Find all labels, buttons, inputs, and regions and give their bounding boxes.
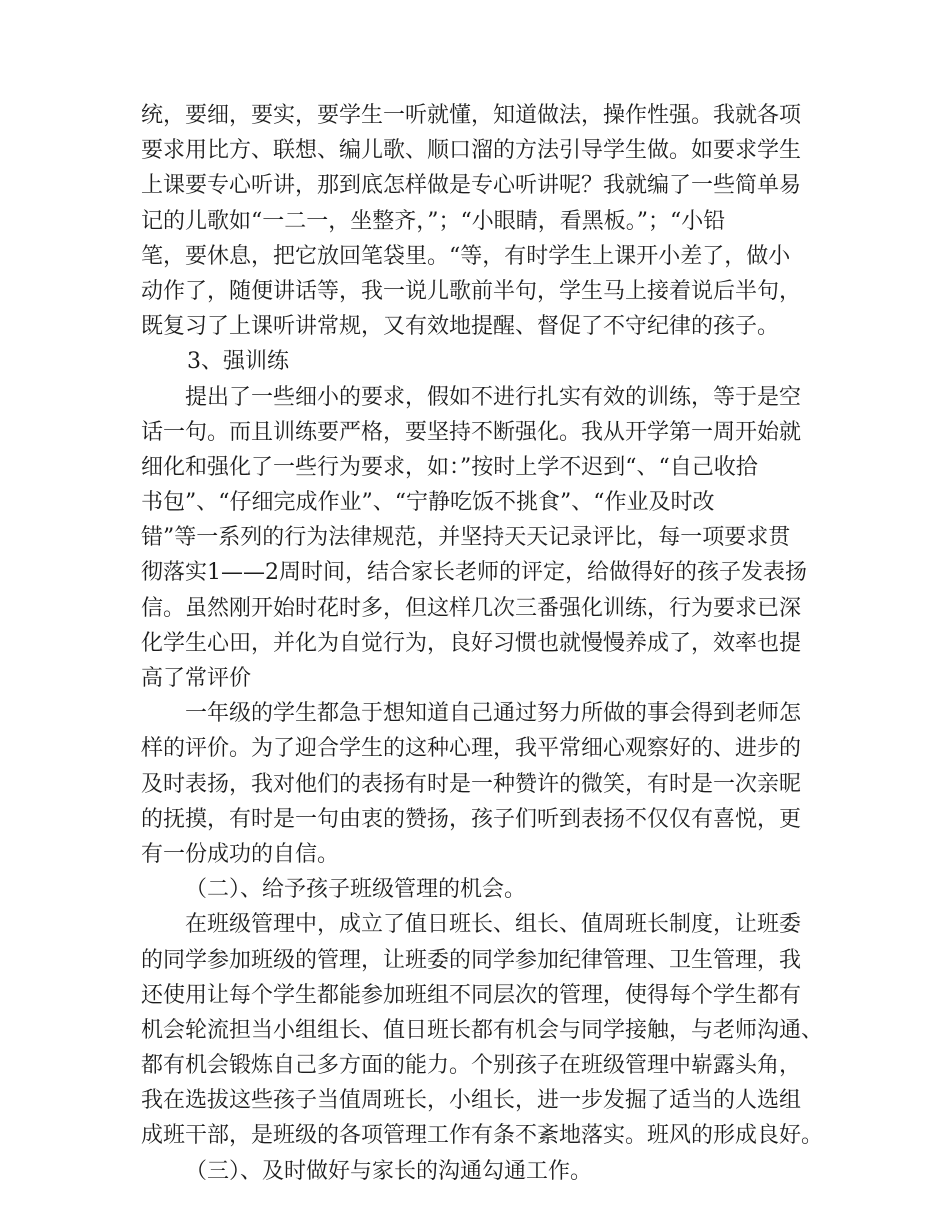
text-line: 样的评价。为了迎合学生的这种心理，我平常细心观察好的、进步的 [141, 736, 802, 762]
text-line: 化学生心田，并化为自觉行为，良好习惯也就慢慢养成了，效率也提 [141, 630, 802, 656]
text-line: 及时表扬，我对他们的表扬有时是一种赞许的微笑，有时是一次亲昵 [141, 771, 802, 797]
text-line: 有一份成功的自信。 [141, 841, 340, 867]
text-line: 我在选拔这些孩子当值周班长，小组长，进一步发掘了适当的人选组 [141, 1088, 802, 1114]
text-line: 书包”、“仔细完成作业”、“宁静吃饭不挑食”、“作业及时改 [141, 490, 715, 516]
section-heading: （二）、给予孩子班级管理的机会。 [185, 877, 527, 903]
text-line: 话一句。而且训练要严格，要坚持不断强化。我从开学第一周开始就 [141, 419, 802, 445]
text-line: 统，要细，要实，要学生一听就懂，知道做法，操作性强。我就各项 [141, 103, 802, 128]
text-line: 记的儿歌如“一二一，坐整齐，”；“小眼睛，看黑板。”；“小铅 [141, 208, 726, 234]
section-heading: （三）、及时做好与家长的沟通勾通工作。 [185, 1158, 593, 1184]
text-line: 机会轮流担当小组组长、值日班长都有机会与同学接触，与老师沟通、 [141, 1017, 824, 1043]
text-line: 的抚摸，有时是一句由衷的赞扬，孩子们听到表扬不仅仅有喜悦，更 [141, 806, 802, 832]
text-line: 既复习了上课听讲常规，又有效地提醒、督促了不守纪律的孩子。 [141, 314, 780, 340]
text-line: 一年级的学生都急于想知道自己通过努力所做的事会得到老师怎 [185, 701, 802, 727]
text-line: 上课要专心听讲，那到底怎样做是专心听讲呢？我就编了一些简单易 [141, 173, 802, 199]
text-line: 成班干部，是班级的各项管理工作有条不紊地落实。班风的形成良好。 [141, 1123, 824, 1149]
text-line: 在班级管理中，成立了值日班长、组长、值周班长制度，让班委 [185, 912, 802, 938]
text-line: 的同学参加班级的管理，让班委的同学参加纪律管理、卫生管理，我 [141, 947, 802, 973]
text-line: 都有机会锻炼自己多方面的能力。个别孩子在班级管理中崭露头角， [141, 1053, 802, 1079]
text-line: 笔，要休息，把它放回笔袋里。“等，有时学生上课开小差了，做小 [141, 243, 791, 269]
text-line: 提出了一些细小的要求，假如不进行扎实有效的训练，等于是空 [185, 384, 802, 410]
section-heading: 3、强训练 [187, 349, 289, 375]
document-page [141, 98, 824, 1189]
text-line: 要求用比方、联想、编儿歌、顺口溜的方法引导学生做。如要求学生 [141, 138, 802, 164]
text-line: 彻落实1——2周时间，结合家长老师的评定，给做得好的孩子发表扬 [141, 560, 807, 586]
text-line: 还使用让每个学生都能参加班组不同层次的管理，使得每个学生都有 [141, 982, 802, 1008]
text-line: 高了常评价 [141, 666, 252, 691]
text-line: 错”等一系列的行为法律规范，并坚持天天记录评比，每一项要求贯 [141, 525, 791, 551]
text-line: 动作了，随便讲话等，我一说儿歌前半句，学生马上接着说后半句， [141, 278, 802, 304]
text-line: 信。虽然刚开始时花时多，但这样几次三番强化训练，行为要求已深 [141, 595, 802, 621]
text-line: 细化和强化了一些行为要求，如：”按时上学不迟到“、“自己收拾 [141, 454, 758, 480]
